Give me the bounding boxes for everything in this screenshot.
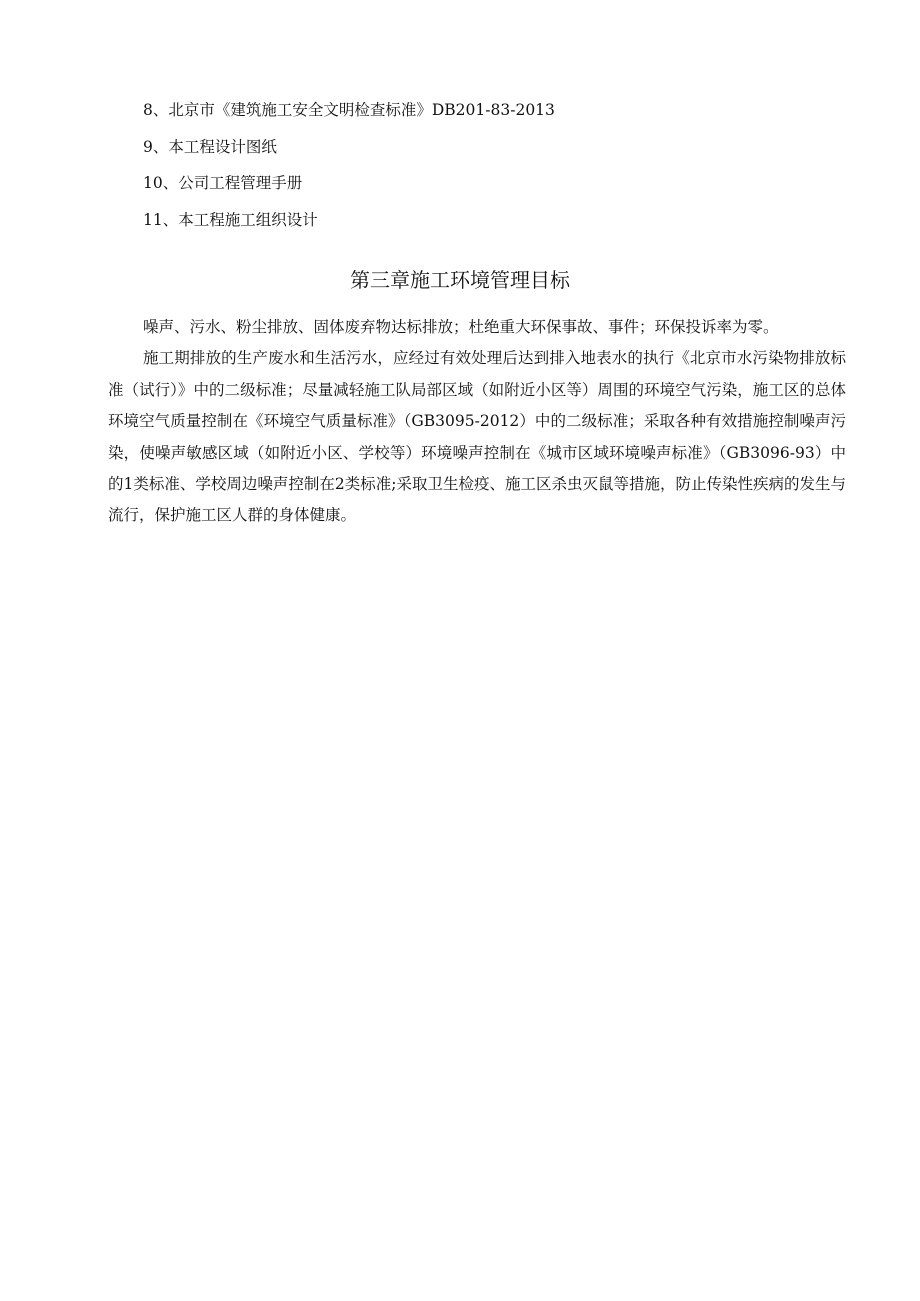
chapter-title: 第三章施工环境管理目标 xyxy=(350,268,570,292)
paragraph-goals: 噪声、污水、粉尘排放、固体废弃物达标排放；杜绝重大环保事故、事件；环保投诉率为零。 xyxy=(143,318,779,336)
list-item: 10、公司工程管理手册 xyxy=(143,174,303,192)
list-item: 9、本工程设计图纸 xyxy=(143,137,277,156)
paragraph-standards: 施工期排放的生产废水和生活污水，应经过有效处理后达到排入地表水的执行《北京市水污染物排放标准（试行）》中的二级标准；尽量减轻施工队局部区域（如附近小区等）周围的环境空气污染，施工区的总体环境空气质量控制在《环境空气质量标准》（GB3095-2012）中的二级标准；采取各种有效措施控制噪声污染，使噪声敏感区域（如附近小区、学校等）环境噪声控制在《城市区域环境噪声标准》（GB3096-93）中的1类标准、学校周边噪声控制在2类标准;采取卫生检疫、施工区杀虫灭鼠等措施，防止传染性疾病的发生与流行，保护施工区人群的身体健康。 xyxy=(108,349,846,525)
reference-list xyxy=(143,92,843,238)
list-item: 8、北京市《建筑施工安全文明检查标准》DB201-83-2013 xyxy=(143,101,555,119)
chapter-body xyxy=(108,312,846,532)
list-item: 11、本工程施工组织设计 xyxy=(143,210,318,229)
